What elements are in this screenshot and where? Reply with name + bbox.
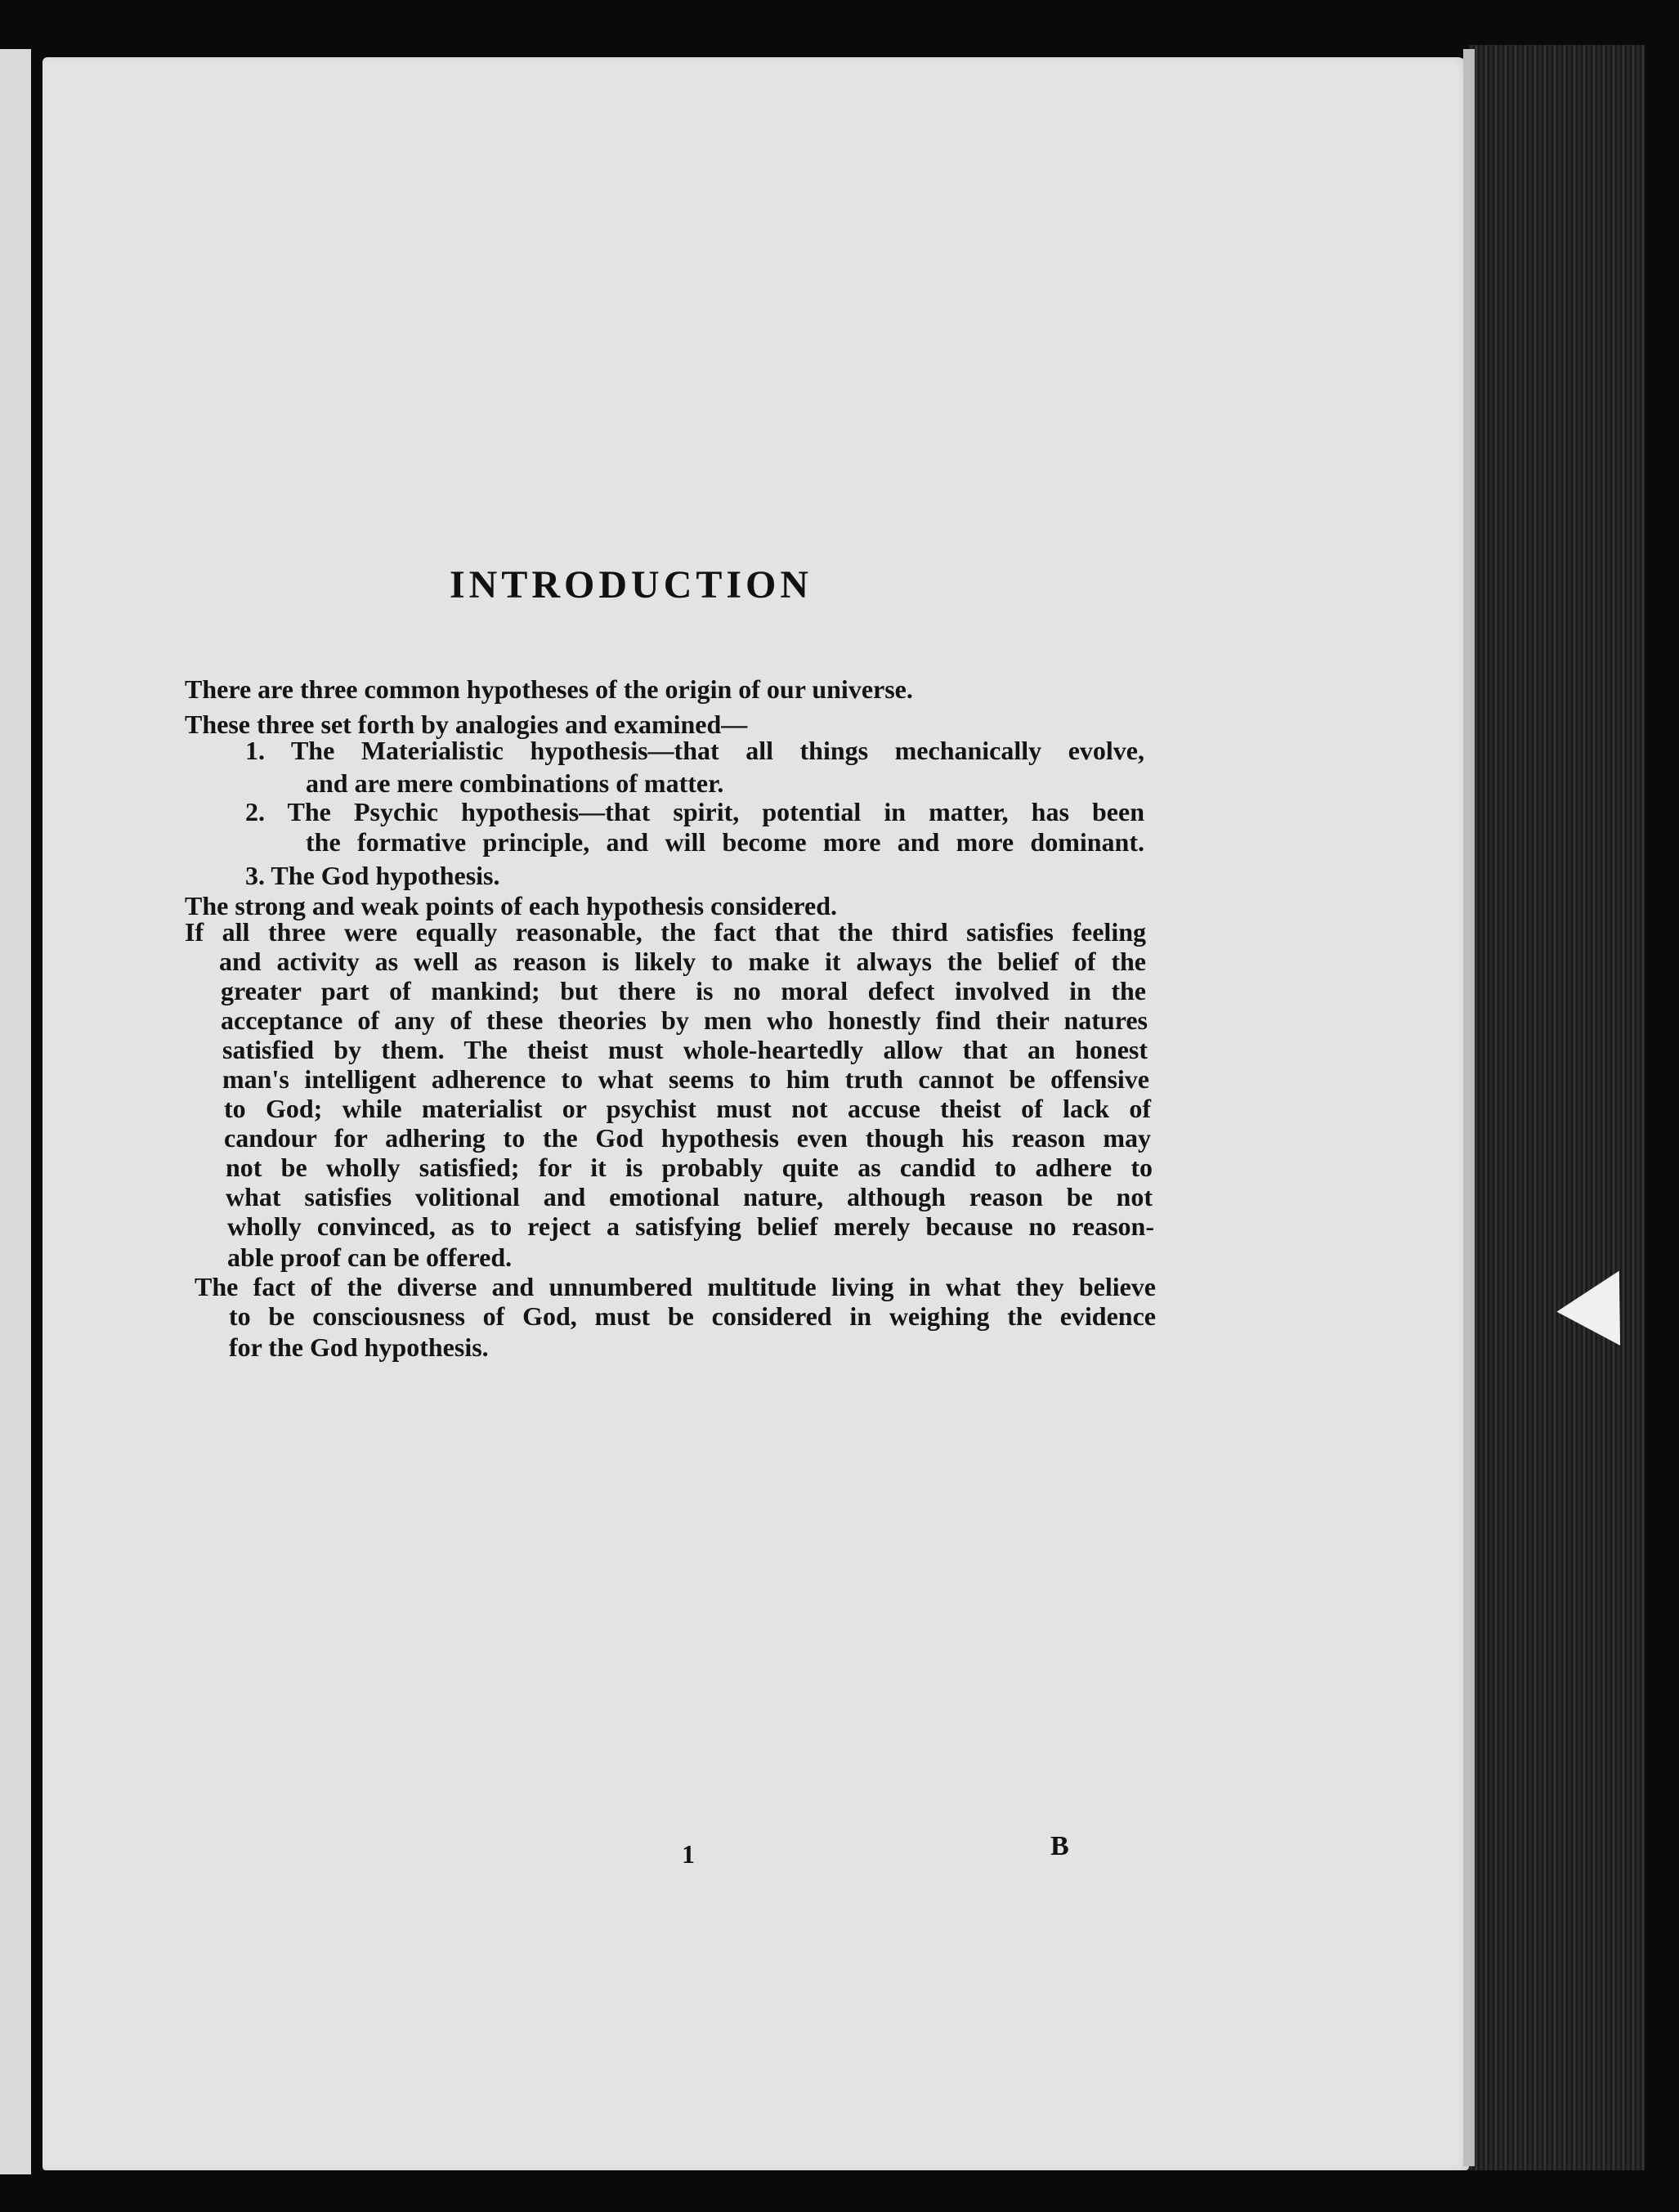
text-line: to be consciousness of God, must be considered in weighing the evidence — [229, 1301, 1156, 1331]
text-line: for the God hypothesis. — [229, 1332, 489, 1362]
text-line: satisfied by them. The theist must whole-heartedly allow that an honest — [222, 1035, 1148, 1064]
book-fore-edge — [1469, 45, 1645, 2170]
text-line: not be wholly satisfied; for it is probably quite as candid to adhere to — [226, 1153, 1153, 1182]
text-line: man's intelligent adherence to what seems to him truth cannot be offensive — [222, 1064, 1149, 1094]
text-line: candour for adhering to the God hypothesis even though his reason may — [224, 1123, 1151, 1153]
text-line: and activity as well as reason is likely to make it always the belief of the — [219, 947, 1146, 976]
facing-page-edge — [0, 49, 31, 2174]
text-line: acceptance of any of these theories by men who honestly find their natures — [221, 1005, 1148, 1035]
text-line: The strong and weak points of each hypothesis considered. — [185, 891, 838, 920]
text-line: and are mere combinations of matter. — [306, 768, 724, 798]
text-line: 3. The God hypothesis. — [245, 861, 500, 890]
text-line: 1. The Materialistic hypothesis—that all things mechanically evolve, — [245, 736, 1144, 765]
text-line: wholly convinced, as to reject a satisfying belief merely because no reason- — [227, 1211, 1154, 1241]
text-line: There are three common hypotheses of the origin of our universe. — [185, 674, 913, 704]
chapter-title: INTRODUCTION — [450, 563, 813, 607]
text-line: greater part of mankind; but there is no moral defect involved in the — [221, 976, 1146, 1005]
text-line: to God; while materialist or psychist must not accuse theist of lack of — [224, 1094, 1151, 1123]
text-line: If all three were equally reasonable, the fact that the third satisfies feeling — [185, 917, 1146, 947]
text-line: These three set forth by analogies and examined— — [185, 710, 748, 739]
text-line: what satisfies volitional and emotional nature, although reason be not — [226, 1182, 1153, 1211]
signature-mark: B — [1050, 1831, 1069, 1861]
text-line: The fact of the diverse and unnumbered multitude living in what they believe — [195, 1272, 1156, 1301]
text-line: 2. The Psychic hypothesis—that spirit, potential in matter, has been — [245, 797, 1144, 826]
page-number: 1 — [682, 1839, 695, 1869]
page-edge-highlight — [1463, 49, 1475, 2166]
text-line: able proof can be offered. — [227, 1243, 513, 1272]
text-line: the formative principle, and will become more and more dominant. — [306, 827, 1144, 857]
